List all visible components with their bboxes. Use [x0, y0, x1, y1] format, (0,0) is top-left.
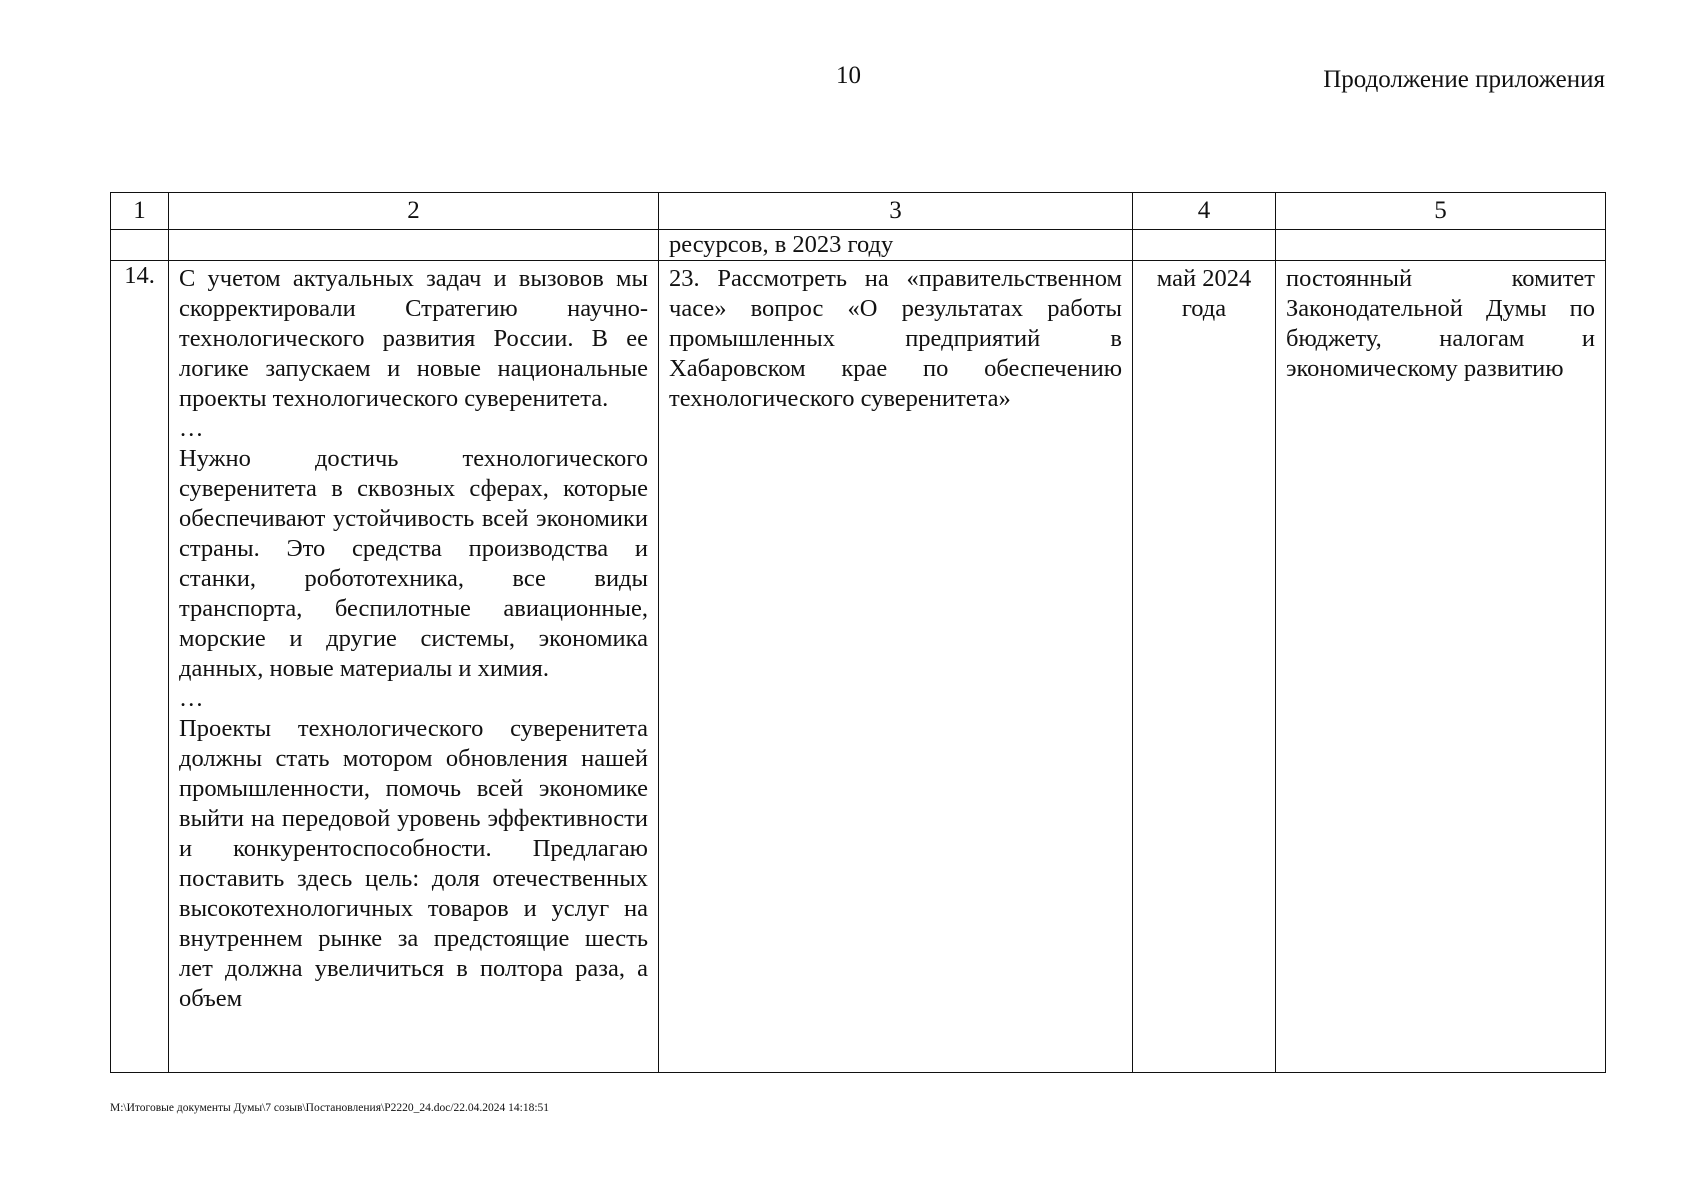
column-header-3: 3 — [659, 193, 1133, 230]
excerpt-paragraph: С учетом актуальных задач и вызовов мы скорректировали Стратегию научно-технологического развития России. В ее логике запускаем и новые национальные проекты технологического суверенитета. — [179, 265, 648, 412]
table-header-row — [111, 193, 1606, 230]
appendix-table — [110, 192, 1606, 1073]
cont-cell-3: ресурсов, в 2023 году — [659, 230, 1133, 261]
cont-cell-1 — [111, 230, 169, 261]
responsible-cell: постоянный комитет Законодательной Думы по бюджету, налогам и экономическому развитию — [1276, 261, 1606, 1073]
cont-cell-5 — [1276, 230, 1606, 261]
cont-cell-2 — [169, 230, 659, 261]
page-number: 10 — [836, 62, 861, 89]
continuation-label: Продолжение приложения — [1323, 66, 1605, 93]
measure-cell: 23. Рассмотреть на «правительственном часе» вопрос «О результатах работы промышленных предприятий в Хабаровском крае по обеспечению технологического суверенитета» — [659, 261, 1133, 1073]
column-header-2: 2 — [169, 193, 659, 230]
excerpt-ellipsis: … — [179, 685, 204, 712]
column-header-1: 1 — [111, 193, 169, 230]
excerpt-paragraph: Нужно достичь технологического суверенитета в сквозных сферах, которые обеспечивают устойчивость всей экономики страны. Это средства производства и станки, робототехника, все виды транспорта, беспилотные авиационные, морские и другие системы, экономика данных, новые материалы и химия. — [179, 445, 648, 682]
excerpt-ellipsis: … — [179, 415, 204, 442]
column-header-5: 5 — [1276, 193, 1606, 230]
message-excerpt-cell — [169, 261, 659, 1073]
footer-file-path: M:\Итоговые документы Думы\7 созыв\Постановления\Р2220_24.doc/22.04.2024 14:18:51 — [110, 1102, 550, 1114]
cont-cell-4 — [1133, 230, 1276, 261]
deadline-cell: май 2024 года — [1133, 261, 1276, 1073]
table-row — [111, 261, 1606, 1073]
row-number: 14. — [111, 261, 169, 1073]
continuation-row — [111, 230, 1606, 261]
excerpt-paragraph: Проекты технологического суверенитета должны стать мотором обновления нашей промышленности, помочь всей экономике выйти на передовой уровень эффективности и конкурентоспособности. Предлагаю поставить здесь цель: доля отечественных высокотехнологичных товаров и услуг на внутреннем рынке за предстоящие шесть лет должна увеличиться в полтора раза, а объем — [179, 715, 648, 1012]
column-header-4: 4 — [1133, 193, 1276, 230]
